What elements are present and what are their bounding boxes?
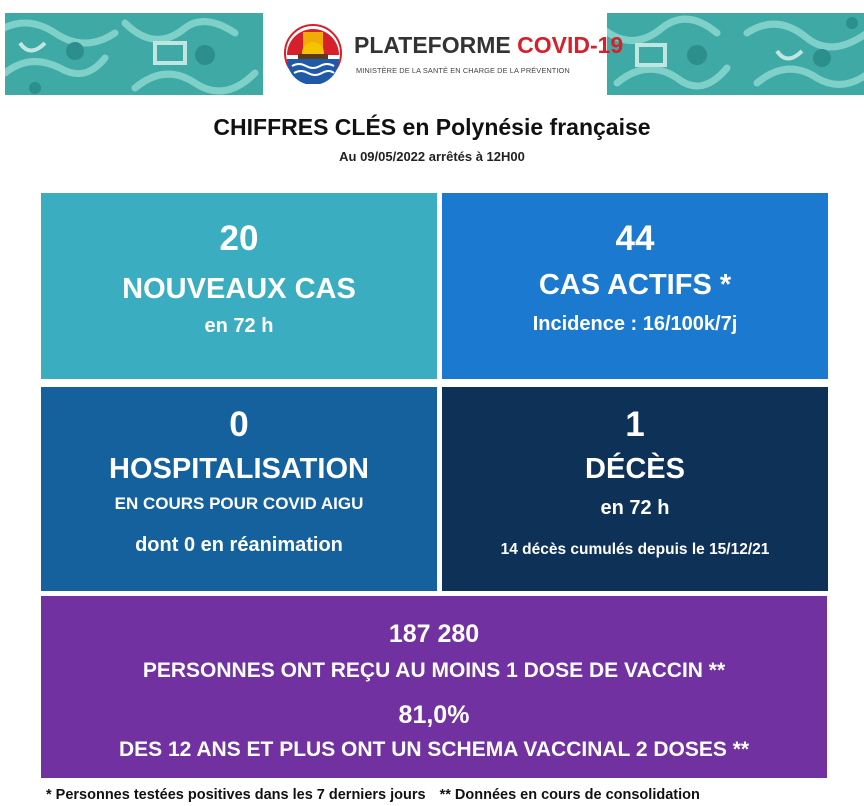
new-cases-label: NOUVEAUX CAS xyxy=(122,273,356,305)
footnote-consolidation: ** Données en cours de consolidation xyxy=(439,787,700,803)
report-date: Au 09/05/2022 arrêtés à 12H00 xyxy=(339,149,525,164)
icu-detail: dont 0 en réanimation xyxy=(135,534,343,556)
footnotes xyxy=(46,787,700,803)
deaths-detail: en 72 h xyxy=(600,497,670,519)
logo-title-part1: PLATEFORME xyxy=(354,32,511,58)
cumulative-deaths: 14 décès cumulés depuis le 15/12/21 xyxy=(500,541,770,558)
decorative-pattern-banner-left xyxy=(5,13,263,95)
deaths-value: 1 xyxy=(625,405,645,444)
incidence-detail: Incidence : 16/100k/7j xyxy=(532,313,738,335)
polynesia-emblem-icon xyxy=(284,22,342,84)
decorative-pattern-banner-right xyxy=(607,13,864,95)
vaccinated-count: 187 280 xyxy=(388,620,480,648)
page-title: CHIFFRES CLÉS en Polynésie française xyxy=(213,114,651,140)
vaccinated-label: PERSONNES ONT REÇU AU MOINS 1 DOSE DE VACCIN ** xyxy=(142,659,726,682)
active-cases-label: CAS ACTIFS * xyxy=(538,269,732,301)
new-cases-tile xyxy=(41,193,437,379)
footnote-active-cases: * Personnes testées positives dans les 7 derniers jours xyxy=(46,787,426,803)
hospitalisation-detail: EN COURS POUR COVID AIGU xyxy=(114,494,364,513)
deaths-tile xyxy=(442,387,828,591)
active-cases-value: 44 xyxy=(615,219,655,258)
vaccination-rate-label: DES 12 ANS ET PLUS ONT UN SCHEMA VACCINAL 2 DOSES ** xyxy=(118,738,750,761)
platform-logo xyxy=(284,22,624,88)
logo-title-part2: COVID-19 xyxy=(517,32,624,58)
deaths-label: DÉCÈS xyxy=(585,453,685,485)
new-cases-detail: en 72 h xyxy=(204,315,274,337)
hospitalisation-label: HOSPITALISATION xyxy=(109,453,369,485)
logo-subtitle: MINISTÈRE DE LA SANTÉ EN CHARGE DE LA PRÉVENTION xyxy=(356,66,570,75)
active-cases-tile xyxy=(442,193,828,379)
new-cases-value: 20 xyxy=(219,219,259,258)
hospitalisation-value: 0 xyxy=(229,405,249,444)
hospitalisation-tile xyxy=(41,387,437,591)
vaccination-tile xyxy=(41,596,827,778)
logo-title xyxy=(354,32,623,59)
vaccination-rate: 81,0% xyxy=(398,701,470,729)
